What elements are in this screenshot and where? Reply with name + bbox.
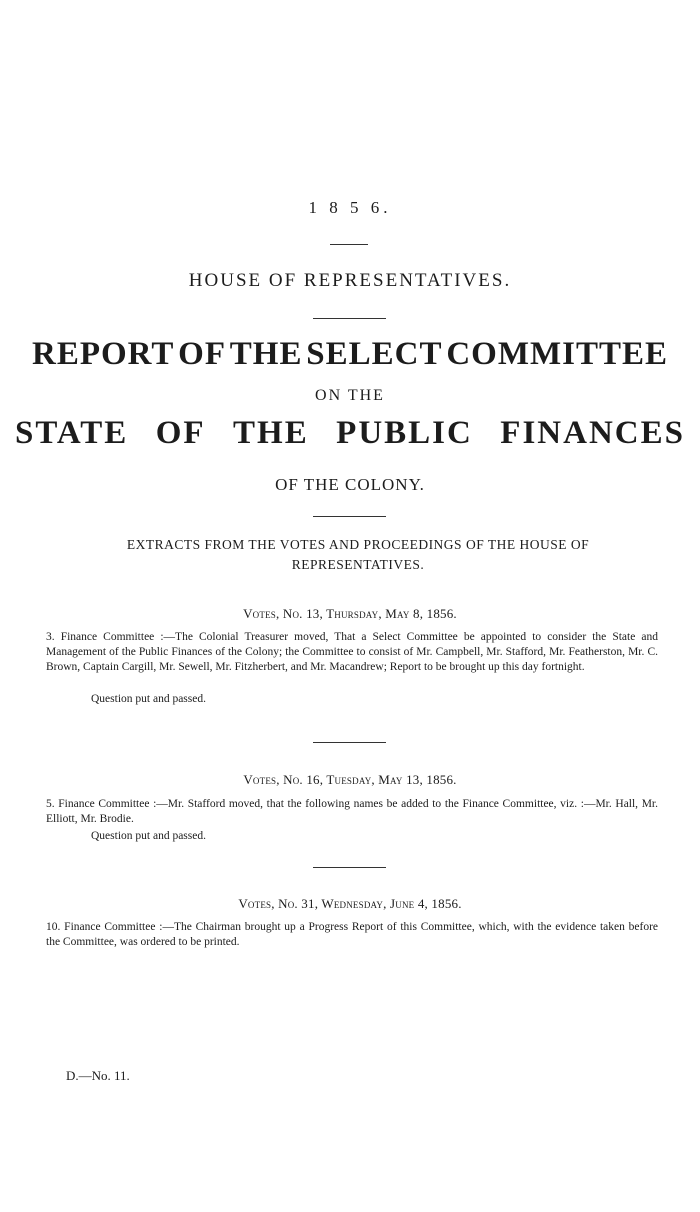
title-word: PUBLIC [336, 415, 473, 451]
question-result: Question put and passed. [91, 693, 206, 705]
minute-entry [46, 630, 658, 675]
house-heading: HOUSE OF REPRESENTATIVES. [188, 270, 512, 291]
entry-number: 5. [46, 798, 55, 810]
minute-entry [46, 920, 658, 950]
title-word: COMMITTEE [446, 336, 668, 372]
votes-heading [0, 606, 700, 622]
votes-heading-text: Votes, No. 31, Wednesday, June 4, 1856. [238, 896, 462, 911]
divider-rule [313, 318, 386, 319]
extracts-heading: EXTRACTS FROM THE VOTES AND PROCEEDINGS OF THE HOUSE OF REPRESENTATIVES. [126, 537, 590, 572]
divider-rule [330, 244, 368, 245]
entry-text: Finance Committee :—Mr. Stafford moved, that the following names be added to the Finance Committee, viz. :—Mr. Hall, Mr. Elliott, Mr. Brodie. [46, 798, 659, 825]
entry-number: 10. [46, 921, 61, 933]
votes-heading-text: Votes, No. 16, Tuesday, May 13, 1856. [243, 772, 457, 787]
minute-entry [46, 797, 658, 827]
title-word: THE [233, 415, 309, 451]
title-word: THE [229, 336, 303, 372]
title-word: SELECT [306, 336, 443, 372]
votes-heading-text: Votes, No. 13, Thursday, May 8, 1856. [243, 606, 457, 621]
title-word: FINANCES [500, 415, 685, 451]
report-title-line1 [32, 336, 668, 373]
year-heading: 1 8 5 6. [308, 198, 392, 217]
divider-rule [313, 867, 386, 868]
entry-number: 3. [46, 631, 55, 643]
report-title-line2 [15, 415, 685, 452]
colony-subtitle: OF THE COLONY. [275, 475, 425, 494]
title-word: STATE [15, 415, 129, 451]
divider-rule [313, 516, 386, 517]
title-word: REPORT [32, 336, 175, 372]
divider-rule [313, 742, 386, 743]
votes-heading [0, 772, 700, 788]
title-word: OF [155, 415, 206, 451]
entry-text: Finance Committee :—The Colonial Treasurer moved, That a Select Committee be appointed to consider the State and Management of the Public Finances of the Colony; the Committee to consist of Mr. Campbell, Mr. Stafford, Mr. Featherston, Mr. C. Brown, Captain Cargill, Mr. Sewell, Mr. Fitzherbert, and Mr. Macandrew; Report to be brought up this day fortnight. [46, 631, 659, 673]
entry-text: Finance Committee :—The Chairman brought up a Progress Report of this Committee, which, with the evidence taken before the Committee, was ordered to be printed. [46, 921, 659, 948]
question-result: Question put and passed. [91, 830, 206, 842]
title-word: OF [178, 336, 226, 372]
document-reference: D.—No. 11. [66, 1068, 130, 1083]
votes-heading [0, 896, 700, 912]
on-the-text: ON THE [315, 387, 385, 404]
